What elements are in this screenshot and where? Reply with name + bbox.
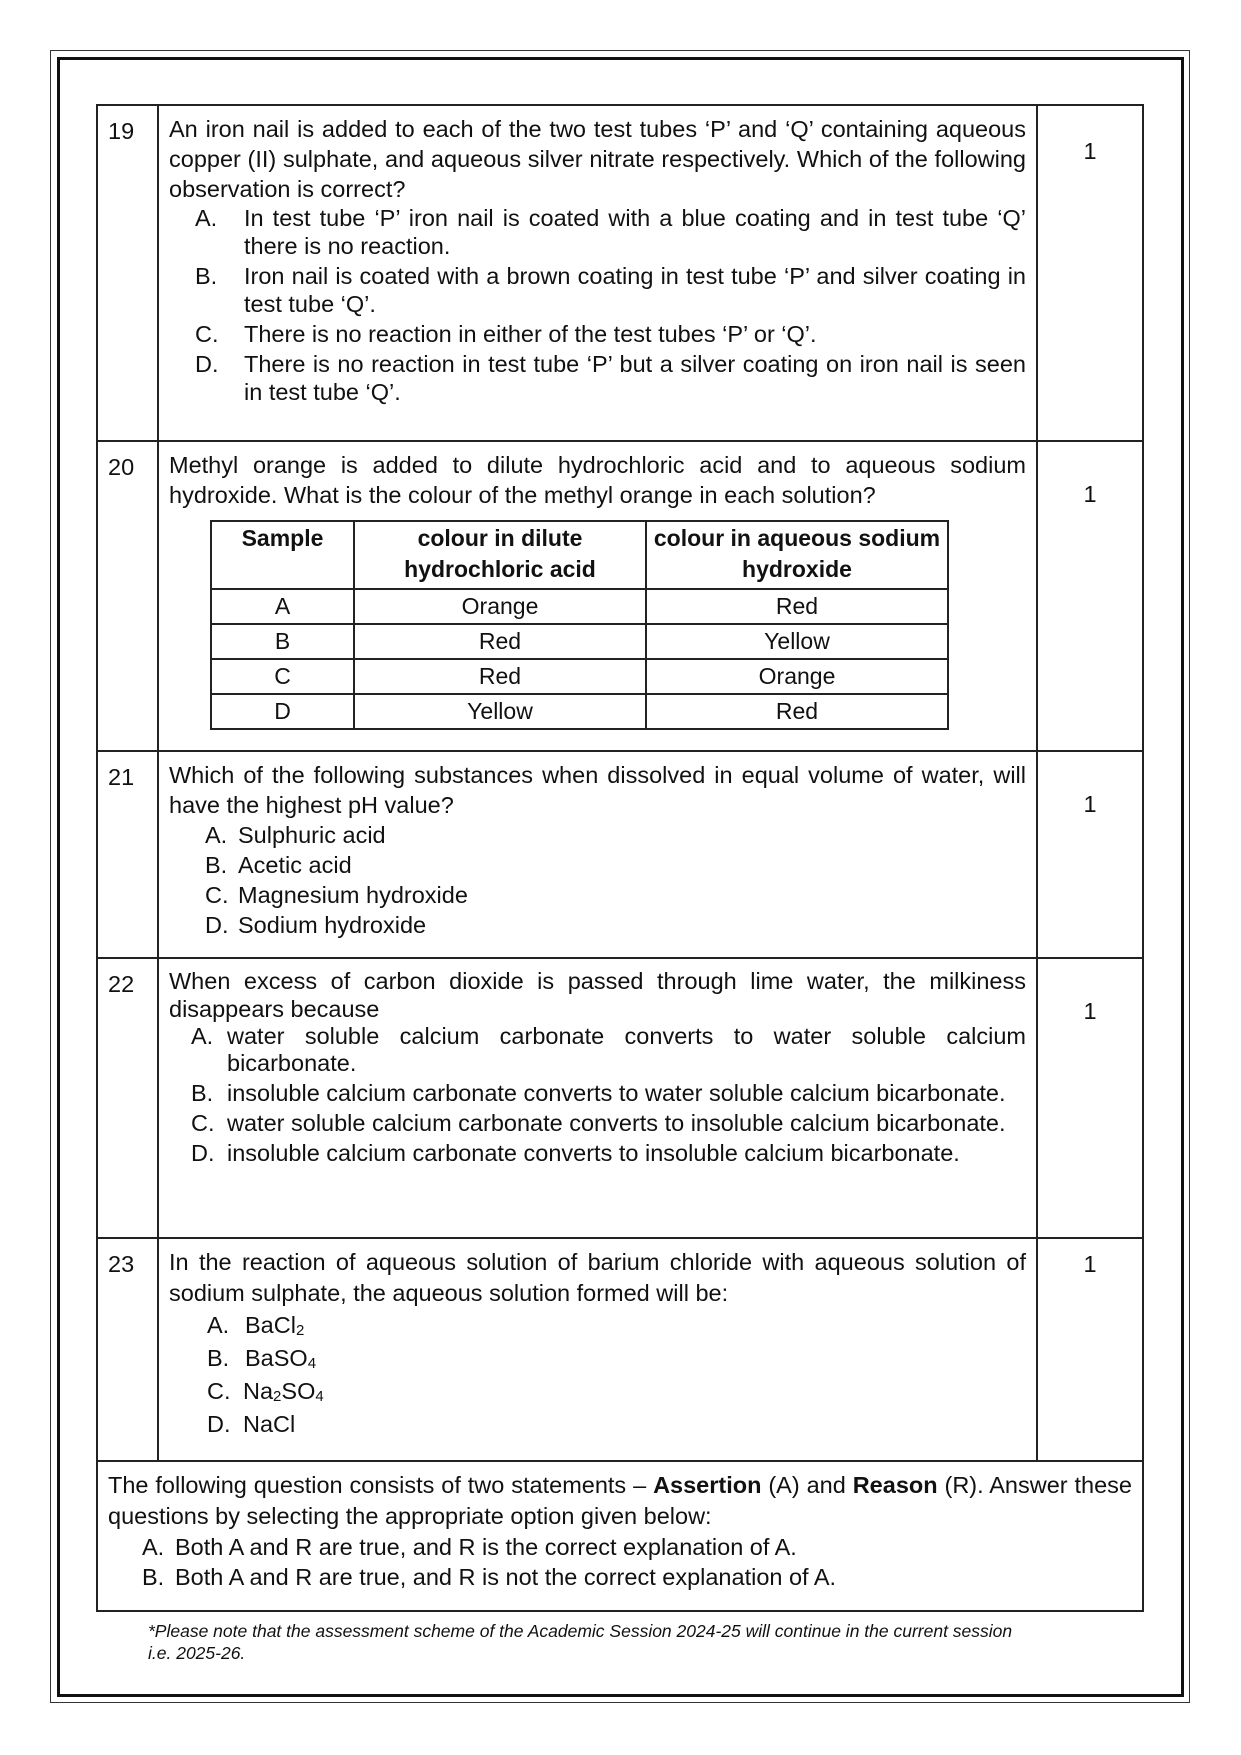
question-stem: When excess of carbon dioxide is passed through lime water, the milkiness disappears because: [169, 968, 1026, 1022]
option-label: D.: [191, 1140, 215, 1166]
option-label: C.: [195, 321, 219, 347]
option-text: water soluble calcium carbonate converts to insoluble calcium bicarbonate.: [227, 1110, 1006, 1136]
table-header-row: [211, 521, 948, 589]
question-row-19: [97, 105, 1143, 441]
option-a: [205, 820, 1026, 850]
question-stem: Which of the following substances when dissolved in equal volume of water, will have the highest pH value?: [169, 762, 1026, 818]
instructions-text: [108, 1470, 1132, 1532]
question-body: [158, 958, 1037, 1238]
question-marks: 1: [1037, 751, 1143, 958]
option-formula: NaCl: [243, 1411, 296, 1437]
question-number: 21: [97, 751, 158, 958]
option-c: [207, 1375, 1026, 1408]
option-c: [195, 320, 1026, 348]
option-label: A.: [142, 1534, 165, 1560]
header-base: colour in aqueous sodium hydroxide: [646, 521, 948, 589]
option-d: [195, 350, 1026, 406]
option-label: D.: [195, 351, 219, 377]
assertion-term: Assertion: [653, 1472, 762, 1498]
option-text: Acetic acid: [238, 852, 352, 878]
question-body: [158, 1238, 1037, 1461]
question-number: 20: [97, 441, 158, 751]
option-a: [191, 1023, 1026, 1077]
option-label: B.: [207, 1345, 230, 1371]
question-number: 23: [97, 1238, 158, 1461]
question-number: 22: [97, 958, 158, 1238]
option-label: B.: [142, 1564, 165, 1590]
option-text: Both A and R are true, and R is not the correct explanation of A.: [175, 1564, 837, 1590]
option-label: A.: [191, 1023, 214, 1049]
option-label: B.: [191, 1080, 214, 1106]
option-text: insoluble calcium carbonate converts to insoluble calcium bicarbonate.: [227, 1140, 960, 1166]
cell-base: Red: [646, 589, 948, 624]
question-stem: In the reaction of aqueous solution of barium chloride with aqueous solution of sodium sulphate, the aqueous solution formed will be:: [169, 1249, 1026, 1306]
cell-sample: A: [211, 589, 354, 624]
option-text: There is no reaction in either of the test tubes ‘P’ or ‘Q’.: [244, 321, 817, 347]
option-d: [207, 1408, 1026, 1441]
option-label: A.: [205, 822, 228, 848]
cell-base: Yellow: [646, 624, 948, 659]
cell-acid: Yellow: [354, 694, 646, 729]
header-acid: colour in dilute hydrochloric acid: [354, 521, 646, 589]
table-row: [211, 659, 948, 694]
option-text: water soluble calcium carbonate converts to water soluble calcium bicarbonate.: [227, 1023, 1026, 1076]
question-body: [158, 441, 1037, 751]
subscript: 4: [315, 1388, 324, 1405]
question-stem: Methyl orange is added to dilute hydrochloric acid and to aqueous sodium hydroxide. What is the colour of the methyl orange in each solution?: [169, 452, 1026, 508]
option-c: [205, 880, 1026, 910]
intro-text: (A) and: [761, 1472, 853, 1498]
option-label: D.: [207, 1411, 231, 1437]
cell-sample: D: [211, 694, 354, 729]
intro-text: The following question consists of two statements –: [108, 1472, 654, 1498]
option-b: [191, 1080, 1026, 1107]
option-a: [195, 204, 1026, 260]
option-text: Iron nail is coated with a brown coating in test tube ‘P’ and silver coating in test tube ‘Q’.: [244, 263, 1026, 317]
question-row-21: [97, 751, 1143, 958]
option-formula: BaCl$_2$: [245, 1312, 305, 1339]
option-label: A.: [207, 1312, 230, 1338]
question-row-23: [97, 1238, 1143, 1461]
question-row-22: [97, 958, 1143, 1238]
option-label: D.: [205, 912, 229, 938]
cell-acid: Orange: [354, 589, 646, 624]
cell-base: Red: [646, 694, 948, 729]
option-text: Sulphuric acid: [238, 822, 386, 848]
cell-sample: C: [211, 659, 354, 694]
assertion-reason-row: [97, 1461, 1143, 1611]
cell-sample: B: [211, 624, 354, 659]
question-body: [158, 105, 1037, 441]
footnote-line-2: i.e. 2025-26.: [148, 1643, 246, 1663]
question-number: 19: [97, 105, 158, 441]
option-label: B.: [205, 852, 228, 878]
option-b: [207, 1342, 1026, 1375]
table-row: [211, 624, 948, 659]
option-a: [142, 1532, 1132, 1562]
question-row-20: [97, 441, 1143, 751]
question-marks: 1: [1037, 105, 1143, 441]
question-body: [158, 751, 1037, 958]
cell-acid: Red: [354, 659, 646, 694]
option-label: C.: [207, 1378, 231, 1404]
option-b: [205, 850, 1026, 880]
subscript: 2: [295, 1322, 305, 1339]
cell-base: Orange: [646, 659, 948, 694]
question-stem: An iron nail is added to each of the two test tubes ‘P’ and ‘Q’ containing aqueous copper (II) sulphate, and aqueous silver nitrate respectively. Which of the following observation is correct?: [169, 116, 1026, 202]
option-label: C.: [205, 882, 229, 908]
footnote: [148, 1620, 1108, 1664]
option-label: A.: [195, 205, 218, 231]
option-text: Sodium hydroxide: [238, 912, 427, 938]
option-formula: $Na_2SO_4$: [243, 1378, 324, 1405]
question-marks: 1: [1037, 1238, 1143, 1461]
option-d: [205, 910, 1026, 940]
question-marks: 1: [1037, 441, 1143, 751]
option-formula: BaSO$_4$: [245, 1345, 317, 1372]
assertion-reason-instructions: [97, 1461, 1143, 1611]
option-b: [195, 262, 1026, 318]
option-a: [207, 1309, 1026, 1342]
option-d: [191, 1140, 1026, 1167]
option-label: C.: [191, 1110, 215, 1136]
option-label: B.: [195, 263, 218, 289]
option-text: There is no reaction in test tube ‘P’ but a silver coating on iron nail is seen in test tube ‘Q’.: [244, 351, 1026, 405]
option-c: [191, 1110, 1026, 1137]
option-text: In test tube ‘P’ iron nail is coated with a blue coating and in test tube ‘Q’ there is no reaction.: [244, 205, 1026, 259]
table-row: [211, 589, 948, 624]
footnote-line-1: *Please note that the assessment scheme of the Academic Session 2024-25 will continue in the current session: [148, 1621, 1013, 1641]
methyl-orange-table: [210, 520, 949, 730]
cell-acid: Red: [354, 624, 646, 659]
subscript: 2: [273, 1388, 282, 1405]
option-b: [142, 1562, 1132, 1592]
table-row: [211, 694, 948, 729]
subscript: 4: [307, 1355, 317, 1372]
option-text: Magnesium hydroxide: [238, 882, 468, 908]
reason-term: Reason: [852, 1472, 938, 1498]
option-text: Both A and R are true, and R is the correct explanation of A.: [175, 1534, 797, 1560]
header-sample: Sample: [211, 521, 354, 589]
intro-text: (R). Answer these questions by selecting the appropriate option given below:: [108, 1472, 1132, 1529]
option-text: insoluble calcium carbonate converts to water soluble calcium bicarbonate.: [227, 1080, 1006, 1106]
question-table: [96, 104, 1144, 1612]
question-marks: 1: [1037, 958, 1143, 1238]
